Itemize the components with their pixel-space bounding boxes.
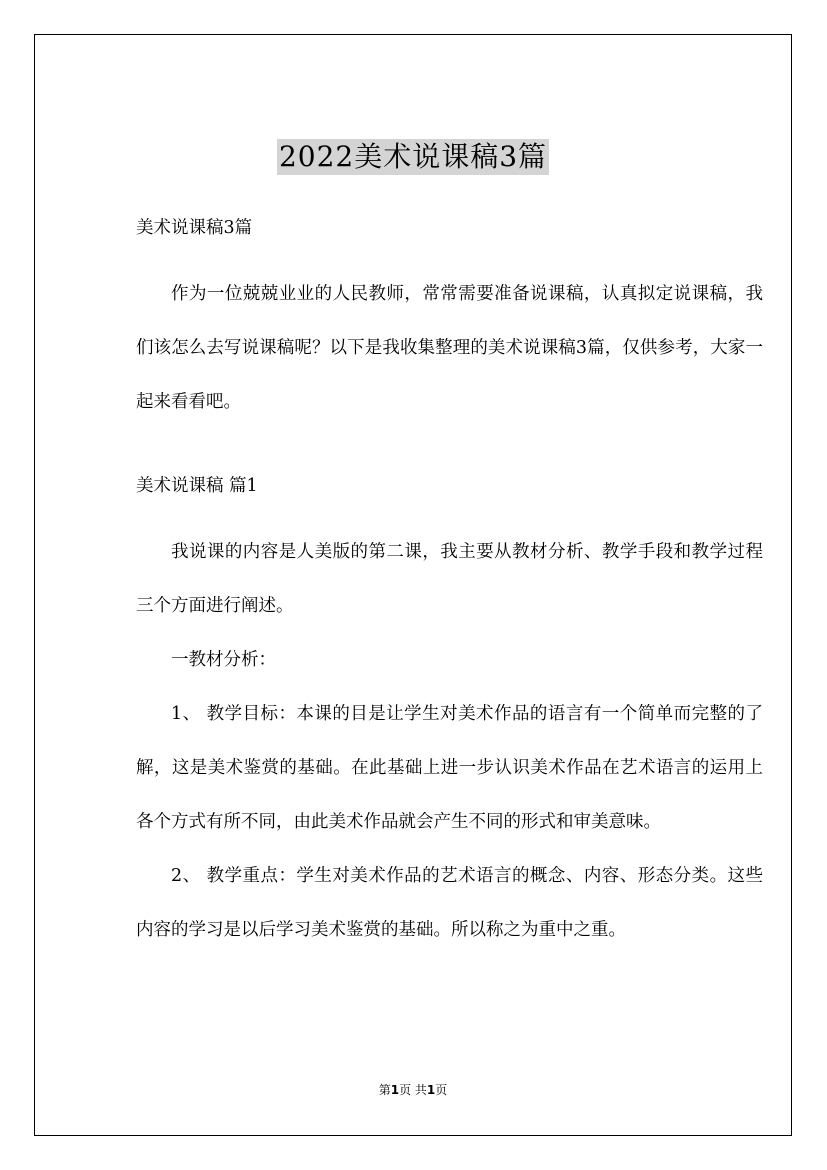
document-title: 2022美术说课稿3篇 xyxy=(278,140,548,173)
footer-total-pages: 1 xyxy=(426,1083,436,1097)
document-body xyxy=(136,213,763,957)
section-heading: 美术说课稿 篇1 xyxy=(136,476,258,496)
title-container xyxy=(35,139,791,175)
body-paragraph: 一教材分析： xyxy=(171,650,276,670)
body-paragraph: 2、 教学重点：学生对美术作品的艺术语言的概念、内容、形态分类。这些内容的学习是以后学习美术鉴赏的基础。所以称之为重中之重。 xyxy=(136,866,763,940)
document-page xyxy=(34,34,792,1136)
footer-suffix: 页 xyxy=(435,1083,448,1097)
footer-page-number: 1 xyxy=(390,1083,400,1097)
section-spacer xyxy=(136,429,763,471)
intro-paragraph: 作为一位兢兢业业的人民教师，常常需要准备说课稿，认真拟定说课稿，我们该怎么去写说课稿呢？以下是我收集整理的美术说课稿3篇，仅供参考，大家一起来看看吧。 xyxy=(136,284,763,412)
footer-mid: 页 共 xyxy=(399,1083,427,1097)
subtitle: 美术说课稿3篇 xyxy=(136,218,253,238)
footer-prefix: 第 xyxy=(378,1083,391,1097)
page-footer xyxy=(35,1081,791,1098)
body-paragraph: 我说课的内容是人美版的第二课，我主要从教材分析、教学手段和教学过程三个方面进行阐述。 xyxy=(136,542,763,616)
body-paragraph: 1、 教学目标：本课的目是让学生对美术作品的语言有一个简单而完整的了解，这是美术鉴赏的基础。在此基础上进一步认识美术作品在艺术语言的运用上各个方式有所不同，由此美术作品就会产生不同的形式和审美意味。 xyxy=(136,704,763,832)
